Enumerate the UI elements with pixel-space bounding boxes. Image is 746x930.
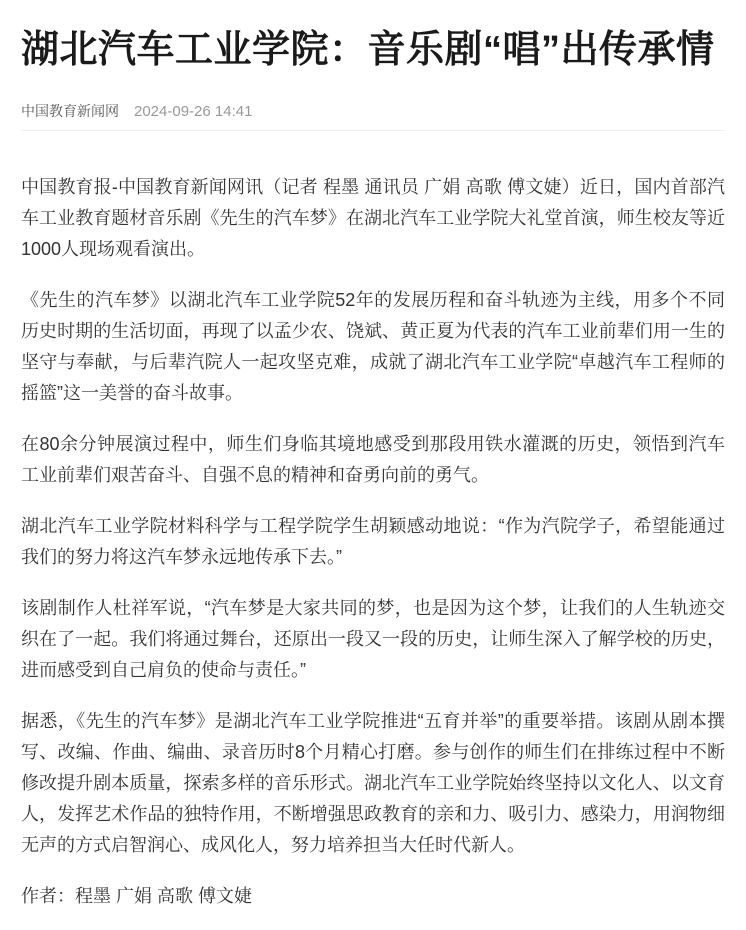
article-paragraph: 该剧制作人杜祥军说，“汽车梦是大家共同的梦，也是因为这个梦，让我们的人生轨迹交织在了一起。我们将通过舞台，还原出一段又一段的历史，让师生深入了解学校的历史，进而感受到自己肩负的使命与责任。” <box>21 598 725 681</box>
header-divider <box>21 130 725 131</box>
article-paragraph: 在80余分钟展演过程中，师生们身临其境地感受到那段用铁水灌溉的历史，领悟到汽车工业前辈们艰苦奋斗、自强不息的精神和奋勇向前的勇气。 <box>21 434 725 486</box>
article-paragraph: 中国教育报-中国教育新闻网讯（记者 程墨 通讯员 广娟 高歌 傅文婕）近日，国内首部汽车工业教育题材音乐剧《先生的汽车梦》在湖北汽车工业学院大礼堂首演，师生校友等近1000人现场观看演出。 <box>21 177 725 260</box>
article-paragraph: 湖北汽车工业学院材料科学与工程学院学生胡颖感动地说：“作为汽院学子，希望能通过我们的努力将这汽车梦永远地传承下去。” <box>21 516 725 568</box>
article-title: 湖北汽车工业学院：音乐剧“唱”出传承情 <box>21 29 715 71</box>
article-date: 2024-09-26 14:41 <box>134 103 253 121</box>
article-body <box>21 139 725 912</box>
article-meta <box>21 101 725 121</box>
article-author: 作者：程墨 广娟 高歌 傅文婕 <box>21 886 253 907</box>
article-source: 中国教育新闻网 <box>21 103 119 120</box>
article-paragraph: 《先生的汽车梦》以湖北汽车工业学院52年的发展历程和奋斗轨迹为主线，用多个不同历史时期的生活切面，再现了以孟少农、饶斌、黄正夏为代表的汽车工业前辈们用一生的坚守与奉献，与后辈汽院人一起攻坚克难，成就了湖北汽车工业学院“卓越汽车工程师的摇篮”这一美誉的奋斗故事。 <box>21 290 725 404</box>
article-paragraph: 据悉，《先生的汽车梦》是湖北汽车工业学院推进“五育并举”的重要举措。该剧从剧本撰写、改编、作曲、编曲、录音历时8个月精心打磨。参与创作的师生们在排练过程中不断修改提升剧本质量，探索多样的音乐形式。湖北汽车工业学院始终坚持以文化人、以文育人，发挥艺术作品的独特作用，不断增强思政教育的亲和力、吸引力、感染力，用润物细无声的方式启智润心、成风化人，努力培养担当大任时代新人。 <box>21 711 725 856</box>
